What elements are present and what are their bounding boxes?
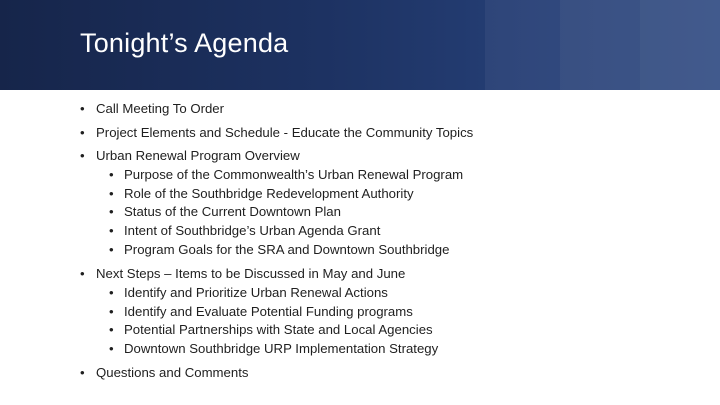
title-banner <box>0 0 720 90</box>
agenda-list <box>80 100 700 388</box>
agenda-subitem: • Intent of Southbridge’s Urban Agenda Grant <box>96 222 700 241</box>
agenda-item-label: Next Steps – Items to be Discussed in May and June <box>96 266 406 282</box>
agenda-sublist <box>96 166 700 260</box>
agenda-sublist <box>96 284 700 359</box>
agenda-item <box>80 124 700 142</box>
banner-panel <box>640 0 720 90</box>
agenda-item <box>80 265 700 359</box>
agenda-subitem: • Purpose of the Commonwealth’s Urban Renewal Program <box>96 166 700 185</box>
agenda-subitem: • Program Goals for the SRA and Downtown Southbridge <box>96 241 700 260</box>
agenda-subitem: • Status of the Current Downtown Plan <box>96 203 700 222</box>
agenda-item-label: Urban Renewal Program Overview <box>96 148 300 163</box>
agenda-item-label: Questions and Comments <box>96 365 249 381</box>
slide-title: Tonight’s Agenda <box>80 28 289 58</box>
agenda-item <box>80 147 700 260</box>
agenda-subitem: • Identify and Evaluate Potential Funding programs <box>96 303 700 322</box>
agenda-item <box>80 100 700 118</box>
agenda-item-label: Project Elements and Schedule - Educate the Community Topics <box>96 124 474 140</box>
agenda-subitem: • Identify and Prioritize Urban Renewal Actions <box>96 284 700 303</box>
agenda-subitem: • Downtown Southbridge URP Implementation Strategy <box>96 340 700 359</box>
agenda-subitem: • Potential Partnerships with State and Local Agencies <box>96 321 700 340</box>
agenda-item-label: Call Meeting To Order <box>96 101 225 116</box>
agenda-subitem: • Role of the Southbridge Redevelopment Authority <box>96 185 700 204</box>
agenda-item <box>80 364 700 382</box>
